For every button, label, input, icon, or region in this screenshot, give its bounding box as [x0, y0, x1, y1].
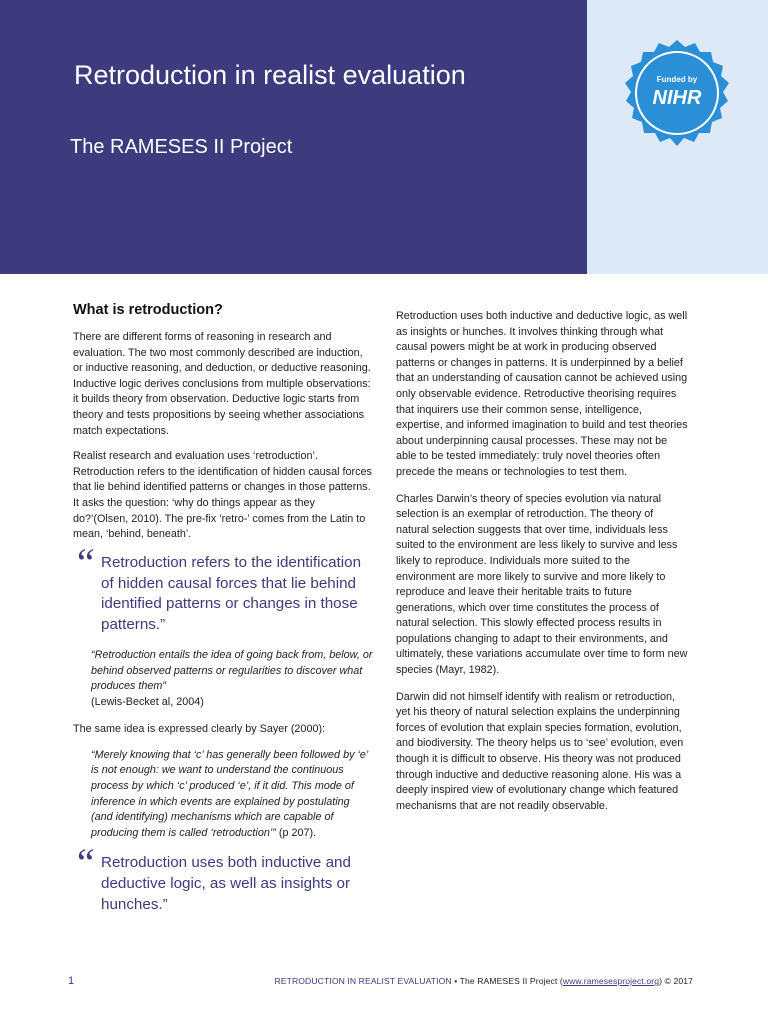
pull-quote-text: Retroduction refers to the identification of hidden causal forces that lie behind identified patterns or changes in those patterns.”: [101, 553, 362, 634]
left-column: [73, 302, 373, 928]
page-number: 1: [68, 975, 75, 987]
right-column: [396, 309, 688, 825]
paragraph-retroduction: Realist research and evaluation uses ‘retroduction’. Retroduction refers to the identification of hidden causal forces that lie behind identified patterns or changes in those patterns. It asks the question: ‘why do things appear as they do?’(Olsen, 2010). The pre-fix ‘retro-’ comes from the Latin to mean, ‘behind, beneath’.: [73, 450, 372, 541]
footer-link[interactable]: www.ramesesproject.org: [562, 976, 660, 986]
page-subtitle: The RAMESES II Project: [70, 136, 293, 158]
badge-funded-text: Funded by: [656, 75, 698, 84]
badge-nihr-text: NIHR: [652, 87, 702, 109]
block-quote-1: [73, 648, 373, 710]
quote-mark-icon: “: [73, 840, 96, 886]
quote-mark-icon: “: [73, 539, 96, 585]
paragraph-darwin-realism: Darwin did not himself identify with realism or retroduction, yet his theory of natural selection explains the underpinning forces of evolution that explain species formation, evolution, and biodiversity. The theory helps us to ‘see’ evolution, even though it is difficult to observe. His theory was not produced through inductive and deductive reasoning alone. His was a deeply inspired view of evolutionary change which featured mechanisms that are not readily observable.: [396, 690, 684, 812]
nihr-badge-icon: [622, 38, 732, 148]
header-banner: [0, 0, 587, 274]
footer-text: [274, 976, 693, 986]
footer-copyright: ) © 2017: [659, 976, 693, 986]
paragraph-sayer: The same idea is expressed clearly by Sayer (2000):: [73, 723, 326, 736]
page-title: Retroduction in realist evaluation: [74, 60, 466, 90]
pull-quote-text-2: Retroduction uses both inductive and deductive logic, as well as insights or hunches.”: [101, 854, 351, 914]
paragraph-reasoning: There are different forms of reasoning in research and evaluation. The two most commonly described are induction, or inductive reasoning, and deduction, or deductive reasoning. Inductive logic derives conclusions from multiple observations: it builds theory from observation. Deductive logic starts from theory and tests propositions by seeing whether associations match expectations.: [73, 331, 371, 437]
section-heading: What is retroduction?: [73, 302, 223, 318]
footer-separator: •: [451, 976, 460, 986]
quote-italic: “Retroduction entails the idea of going back from, below, or behind observed patterns or regularities to discover what produces them”: [91, 648, 373, 693]
quote-citation-sayer: (p 207).: [275, 826, 317, 839]
quote-italic-sayer: “Merely knowing that ‘c’ has generally been followed by ‘e’ is not enough: we want to understand the continuous process by which ‘c’ produced ‘e’, if it did. This mode of inference in which events are explained by postulating (and identifying) mechanisms which are capable of producing them is called ‘retroduction’”: [91, 748, 368, 839]
paragraph-darwin: Charles Darwin’s theory of species evolution via natural selection is an exemplar of retroduction. The theory of natural selection suggests that over time, individuals less suited to the environment are less likely to survive and less likely to reproduce. Individuals more suited to the environment are more likely to survive and more likely to reproduce and leave their heritable traits to future generations, which over time constitutes the process of natural selection. This slowly effected process results in populations changing to adapt to their environments, and ultimately, these variations accumulate over time to form new species (Mayr, 1982).: [396, 492, 688, 677]
footer-project: The RAMESES II Project (: [459, 976, 563, 986]
page-footer: [0, 975, 768, 991]
pull-quote-2: [73, 840, 373, 915]
block-quote-2: [73, 748, 373, 842]
footer-title: RETRODUCTION IN REALIST EVALUATION: [274, 976, 452, 986]
quote-citation: (Lewis-Becket al, 2004): [91, 695, 204, 708]
paragraph-logic: Retroduction uses both inductive and deductive logic, as well as insights or hunches. It involves thinking through what causal powers might be at work in producing observed patterns or changes in patterns. It is underpinned by a belief that an understanding of causation cannot be achieved using only observable evidence. Retroductive theorising requires that inquirers use their common sense, intelligence, expertise, and informed imagination to build and test theories about underpinning causal processes. These may not be able to be tested immediately: truly novel theories often precede the means or technologies to test them.: [396, 310, 688, 478]
pull-quote-1: [73, 539, 373, 636]
